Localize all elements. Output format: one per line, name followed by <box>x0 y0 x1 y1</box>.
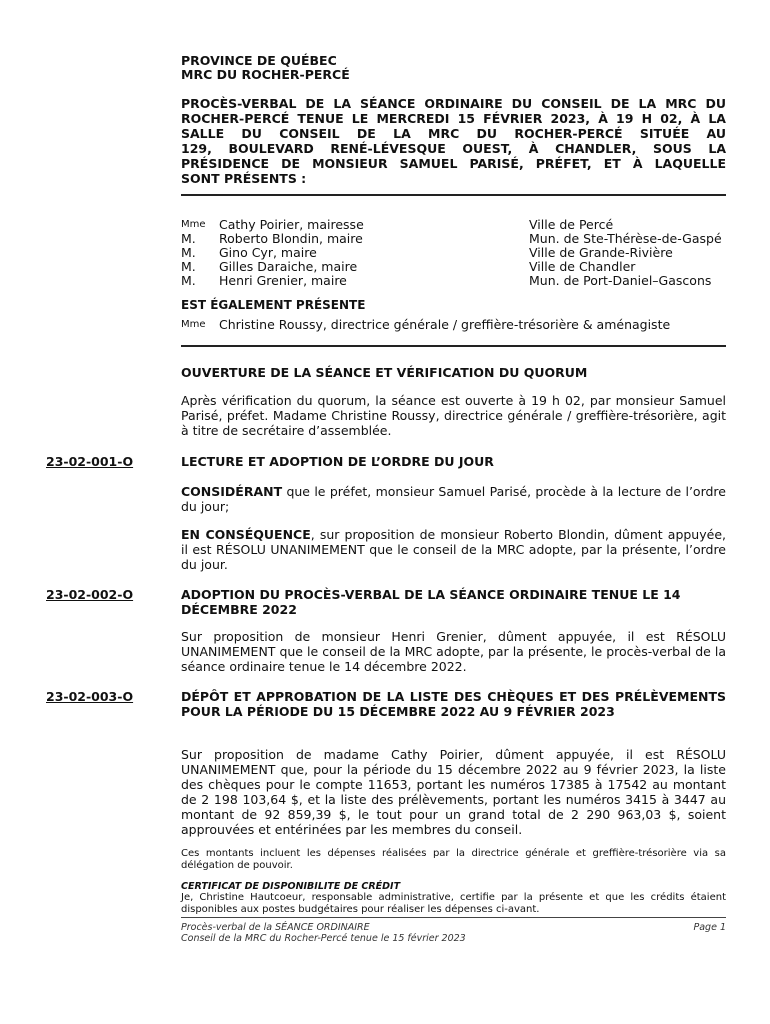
attendee-title: M. <box>181 259 196 274</box>
resolution-number: 23-02-001-O <box>46 454 134 469</box>
certificate-heading: CERTIFICAT DE DISPONIBILITE DE CRÉDIT <box>181 881 401 892</box>
considerant-label: CONSIDÉRANT <box>181 484 283 499</box>
considerant-text: que le préfet, monsieur Samuel Parisé, procède à la lecture de l’ordre du jour; <box>181 484 726 514</box>
attendee-title: Mme <box>181 219 206 230</box>
certificate-text: Je, Christine Hautcoeur, responsable administrative, certifie par la présente et que les crédits étaient disponibles aux postes budgétaires pour réaliser les dépenses ci-avant. <box>181 892 726 915</box>
attendee-name: Henri Grenier, maire <box>219 273 347 288</box>
attendee-place: Ville de Chandler <box>529 259 636 274</box>
also-present-heading: EST ÉGALEMENT PRÉSENTE <box>181 298 366 312</box>
divider <box>181 345 726 347</box>
attendee-name: Gilles Daraiche, maire <box>219 259 358 274</box>
title-line: SONT PRÉSENTS : <box>181 171 307 186</box>
also-present-name: Christine Roussy, directrice générale / greffière-trésorière & aménagiste <box>219 317 671 332</box>
consequence-text: , sur proposition de monsieur Roberto Blondin, dûment appuyée, il est RÉSOLU UNANIMEMENT que le conseil de la MRC adopte, par la présente, l’ordre du jour. <box>181 527 726 572</box>
footer-line: Conseil de la MRC du Rocher-Percé tenue le 15 février 2023 <box>181 933 466 944</box>
title-line: 129, BOULEVARD RENÉ-LÉVESQUE OUEST, À CHANDLER, SOUS LA <box>181 141 726 156</box>
resolution-heading: DÉPÔT ET APPROBATION DE LA LISTE DES CHÈQUES ET DES PRÉLÈVEMENTS POUR LA PÉRIODE DU 15 DÉCEMBRE 2022 AU 9 FÉVRIER 2023 <box>181 689 726 719</box>
resolution-paragraph <box>181 484 726 514</box>
resolution-number: 23-02-002-O <box>46 587 134 602</box>
province-heading: PROVINCE DE QUÉBEC <box>181 53 337 68</box>
attendee-title: M. <box>181 245 196 260</box>
title-line: ROCHER-PERCÉ TENUE LE MERCREDI 15 FÉVRIER 2023, À 19 H 02, À LA <box>181 111 726 126</box>
attendee-list <box>181 218 726 288</box>
opening-heading: OUVERTURE DE LA SÉANCE ET VÉRIFICATION DU QUORUM <box>181 365 588 380</box>
attendee-title: M. <box>181 231 196 246</box>
attendee-place: Mun. de Port-Daniel–Gascons <box>529 273 712 288</box>
mrc-heading: MRC DU ROCHER-PERCÉ <box>181 67 350 82</box>
title-line: PROCÈS-VERBAL DE LA SÉANCE ORDINAIRE DU CONSEIL DE LA MRC DU <box>181 96 726 111</box>
footer-divider <box>181 917 726 918</box>
consequence-label: EN CONSÉQUENCE <box>181 527 311 542</box>
attendee-title: M. <box>181 273 196 288</box>
attendee-name: Roberto Blondin, maire <box>219 231 363 246</box>
attendee-name: Gino Cyr, maire <box>219 245 317 260</box>
opening-paragraph: Après vérification du quorum, la séance est ouverte à 19 h 02, par monsieur Samuel Parisé, préfet. Madame Christine Roussy, directrice générale / greffière-trésorière, agit à titre de secrétaire d’assemblée. <box>181 393 726 438</box>
title-line: SALLE DU CONSEIL DE LA MRC DU ROCHER-PERCÉ SITUÉE AU <box>181 126 726 141</box>
also-present-title: Mme <box>181 319 206 330</box>
resolution-heading: LECTURE ET ADOPTION DE L’ORDRE DU JOUR <box>181 454 494 469</box>
footer-line: Procès-verbal de la SÉANCE ORDINAIRE <box>181 922 370 933</box>
resolution-paragraph: Sur proposition de madame Cathy Poirier, dûment appuyée, il est RÉSOLU UNANIMEMENT que, pour la période du 15 décembre 2022 au 9 février 2023, la liste des chèques pour le compte 11653, portant les numéros 17385 à 17542 au montant de 2 198 103,64 $, et la liste des prélèvements, portant les numéros 3415 à 3447 au montant de 92 859,39 $, le tout pour un grand total de 2 290 963,03 $, soient approuvées et entérinées par les membres du conseil. <box>181 747 726 837</box>
attendee-name: Cathy Poirier, mairesse <box>219 217 364 232</box>
page-number: Page 1 <box>693 922 726 933</box>
attendee-place: Ville de Grande-Rivière <box>529 245 673 260</box>
attendee-place: Mun. de Ste-Thérèse-de-Gaspé <box>529 231 722 246</box>
resolution-paragraph: Sur proposition de monsieur Henri Grenier, dûment appuyée, il est RÉSOLU UNANIMEMENT que le conseil de la MRC adopte, par la présente, le procès-verbal de la séance ordinaire tenue le 14 décembre 2022. <box>181 629 726 674</box>
resolution-heading: ADOPTION DU PROCÈS-VERBAL DE LA SÉANCE ORDINAIRE TENUE LE 14 DÉCEMBRE 2022 <box>181 587 681 617</box>
amounts-note: Ces montants incluent les dépenses réalisées par la directrice générale et greffière-trésorière via sa délégation de pouvoir. <box>181 848 726 871</box>
attendee-place: Ville de Percé <box>529 217 614 232</box>
resolution-paragraph <box>181 527 726 572</box>
divider <box>181 194 726 196</box>
resolution-number: 23-02-003-O <box>46 689 134 704</box>
title-line: PRÉSIDENCE DE MONSIEUR SAMUEL PARISÉ, PRÉFET, ET À LAQUELLE <box>181 156 726 171</box>
